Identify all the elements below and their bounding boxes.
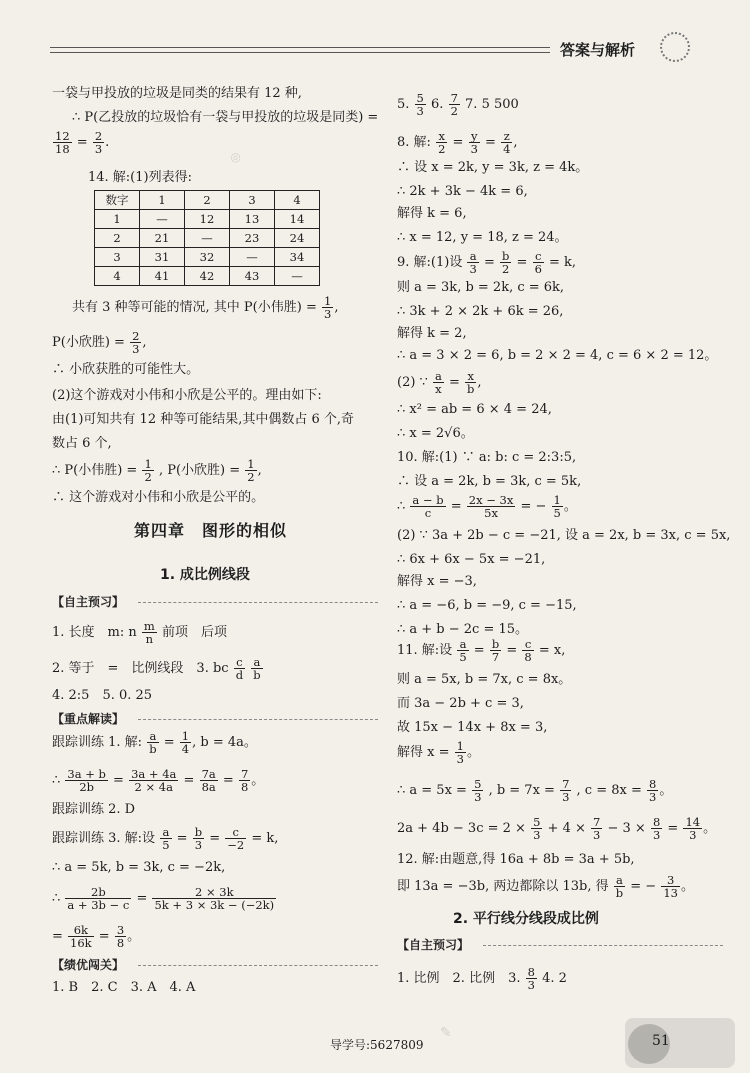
fraction: $\frac{3}{8}$ <box>116 923 125 950</box>
math-line: P(小欣胜) = $\frac{2}{3}$ , <box>52 329 147 356</box>
fraction: $\frac{7}{3}$ <box>593 815 601 842</box>
math-line: 2a + 4b − 3c = 2 × $\frac{5}{3}$ + 4 × $\frac{7}{3}$ − 3 × $\frac{8}{3}$ = $\frac{14}{3}$ 。 <box>397 815 717 842</box>
text-line: ∴ 设 x = 2k, y = 3k, z = 4k。 <box>397 160 589 175</box>
text-line: ∴ a = 5k, b = 3k, c = −2k, <box>52 860 226 875</box>
fraction: $\frac{7}{2}$ <box>450 91 458 118</box>
math-line: 9. 解:(1)设 $\frac{a}{3}$ = $\frac{b}{2}$ = $\frac{c}{6}$ = k, <box>397 249 577 276</box>
section-title: 1. 成比例线段 <box>160 567 250 583</box>
chapter-title: 第四章 图形的相似 <box>134 521 288 540</box>
text-line: (2) ∵ 3a + 2b − c = −21, 设 a = 2x, b = 3x, c = 5x, <box>397 528 731 543</box>
fraction: $\frac{z}{4}$ <box>503 129 511 156</box>
fraction: $\frac{b}{2}$ <box>502 249 510 276</box>
fraction: $\frac{b}{7}$ <box>491 637 500 664</box>
fraction: $\frac{3}{13}$ <box>663 873 678 900</box>
fraction: $\frac{a - b}{c}$ <box>412 493 444 520</box>
text-line: 故 15x − 14x + 8x = 3, <box>397 720 548 735</box>
text-line: 解得 k = 6, <box>397 206 467 221</box>
table-row: 数字 1 2 3 4 <box>95 191 320 210</box>
fraction: $\frac{14}{3}$ <box>685 815 701 842</box>
guide-code: 导学号:5627809 <box>330 1038 424 1052</box>
fraction: $\frac{3a + b}{2b}$ <box>67 767 106 794</box>
fraction: $\frac{8}{3}$ <box>649 777 657 804</box>
math-line: 8. 解: $\frac{x}{2}$ = $\frac{y}{3}$ = $\frac{z}{4}$ , <box>397 129 518 156</box>
header-badge-icon <box>660 32 690 62</box>
math-line: 11. 解:设 $\frac{a}{5}$ = $\frac{b}{7}$ = $\frac{c}{8}$ = x, <box>397 637 566 664</box>
text-line: ∴ a + b − 2c = 15。 <box>397 622 529 637</box>
text-line: 12. 解:由题意,得 16a + 8b = 3a + 5b, <box>397 852 635 867</box>
text-line: 而 3a − 2b + c = 3, <box>397 696 524 711</box>
math-line: 解得 x = $\frac{1}{3}$ 。 <box>397 739 480 766</box>
text-line: 跟踪训练 2. D <box>52 802 136 817</box>
fraction: $\frac{8}{3}$ <box>652 815 661 842</box>
math-line: ∴ $\frac{3a + b}{2b}$ = $\frac{3a + 4a}{2 \times 4a}$ = $\frac{7a}{8a}$ = $\frac{7}{8}$ 。 <box>52 767 265 794</box>
section-title: 2. 平行线分线段成比例 <box>453 911 599 927</box>
header-title: 答案与解析 <box>560 41 636 59</box>
math-line: ∴ P(小伟胜) = $\frac{1}{2}$ , P(小欣胜) = $\frac{1}{2}$ , <box>52 457 262 484</box>
text-line: ∴ 3k + 2 × 2k + 6k = 26, <box>397 304 564 319</box>
text-line: 1. B 2. C 3. A 4. A <box>52 980 196 995</box>
fraction: $\frac{1}{2}$ <box>247 457 255 484</box>
math-line: $\frac{12}{18}$ = $\frac{2}{3}$ . <box>55 129 110 156</box>
math-line: = $\frac{6k}{16k}$ = $\frac{3}{8}$ 。 <box>52 923 141 950</box>
text-line: ∴ a = 3 × 2 = 6, b = 2 × 2 = 4, c = 6 × 2 = 12。 <box>397 348 718 363</box>
watermark-icon: ✎ <box>440 1025 452 1041</box>
fraction: $\frac{a}{3}$ <box>469 249 477 276</box>
text-line: (2)这个游戏对小伟和小欣是公平的。理由如下: <box>52 388 322 403</box>
fraction: $\frac{x}{2}$ <box>438 129 446 156</box>
math-line: 2. 等于 = 比例线段 3. bc $\frac{c}{d}$ $\frac{a}{b}$ <box>52 655 261 682</box>
text-line: ∴ a = −6, b = −9, c = −15, <box>397 598 577 613</box>
math-line: 1. 长度 m: n $\frac{m}{n}$ 前项 后项 <box>52 619 227 646</box>
fraction: $\frac{2 \times 3k}{5k + 3 \times 3k - (-2k)}$ <box>154 885 275 912</box>
text-line: ∴ 设 a = 2k, b = 3k, c = 5k, <box>397 474 582 489</box>
fraction: $\frac{y}{3}$ <box>470 129 478 156</box>
fraction: $\frac{2x - 3x}{5x}$ <box>468 493 514 520</box>
text-line: 数占 6 个, <box>52 436 112 451</box>
dashed-rule <box>483 945 723 946</box>
fraction: $\frac{7a}{8a}$ <box>201 767 216 794</box>
fraction: $\frac{7}{8}$ <box>240 767 249 794</box>
fraction: $\frac{1}{3}$ <box>324 294 332 321</box>
fraction: $\frac{5}{3}$ <box>416 91 424 118</box>
fraction: $\frac{1}{5}$ <box>553 493 561 520</box>
fraction: $\frac{7}{3}$ <box>562 777 570 804</box>
probability-table <box>94 190 320 286</box>
text-line: ∴ 6x + 6x − 5x = −21, <box>397 552 546 567</box>
fraction: $\frac{2b}{a + 3b - c}$ <box>67 885 130 912</box>
box-label: 【重点解读】 <box>52 712 125 726</box>
table-row: 4 41 42 43 — <box>95 267 320 286</box>
fraction: $\frac{a}{5}$ <box>459 637 467 664</box>
math-line: 跟踪训练 1. 解: $\frac{a}{b}$ = $\frac{1}{4}$ , b = 4a。 <box>52 729 257 756</box>
fraction: $\frac{a}{b}$ <box>615 873 624 900</box>
table-row: 1 — 12 13 14 <box>95 210 320 229</box>
dashed-rule <box>138 602 378 603</box>
fraction: $\frac{1}{3}$ <box>456 739 464 766</box>
text-line: 10. 解:(1) ∵ a: b: c = 2:3:5, <box>397 450 577 465</box>
page-number: 51 <box>652 1033 670 1049</box>
math-line: 即 13a = −3b, 两边都除以 13b, 得 $\frac{a}{b}$ = − $\frac{3}{13}$ 。 <box>397 873 694 900</box>
fraction: $\frac{m}{n}$ <box>143 619 155 646</box>
fraction: $\frac{8}{3}$ <box>527 965 535 992</box>
text-line: 14. 解:(1)列表得: <box>88 170 192 185</box>
text-line: 4. 2:5 5. 0. 25 <box>52 688 153 703</box>
fraction: $\frac{a}{x}$ <box>434 369 442 396</box>
dashed-rule <box>138 965 378 966</box>
math-line: 1. 比例 2. 比例 3. $\frac{8}{3}$ 4. 2 <box>397 965 567 992</box>
fraction: $\frac{1}{2}$ <box>144 457 152 484</box>
fraction: $\frac{c}{-2}$ <box>227 825 245 852</box>
fraction: $\frac{1}{4}$ <box>181 729 190 756</box>
fraction: $\frac{c}{8}$ <box>524 637 532 664</box>
table-row: 2 21 — 23 24 <box>95 229 320 248</box>
text-line: 解得 x = −3, <box>397 574 477 589</box>
dashed-rule <box>138 719 378 720</box>
fraction: $\frac{a}{5}$ <box>162 825 170 852</box>
box-label: 【绩优闯关】 <box>52 958 125 972</box>
fraction: $\frac{a}{b}$ <box>149 729 157 756</box>
fraction: $\frac{b}{3}$ <box>194 825 203 852</box>
box-label: 【自主预习】 <box>397 938 470 952</box>
math-line: 共有 3 种等可能的情况, 其中 P(小伟胜) = $\frac{1}{3}$ , <box>72 294 339 321</box>
text-line: ∴ P(乙投放的垃圾恰有一袋与甲投放的垃圾是同类) = <box>72 110 379 125</box>
text-line: ∴ 2k + 3k − 4k = 6, <box>397 184 528 199</box>
fraction: $\frac{x}{b}$ <box>467 369 475 396</box>
text-line: 一袋与甲投放的垃圾是同类的结果有 12 种, <box>52 86 302 101</box>
math-line: ∴ $\frac{a - b}{c}$ = $\frac{2x - 3x}{5x}$ = − $\frac{1}{5}$ 。 <box>397 493 577 520</box>
text-line: 则 a = 5x, b = 7x, c = 8x。 <box>397 672 572 687</box>
fraction: $\frac{2}{3}$ <box>132 329 140 356</box>
fraction: $\frac{6k}{16k}$ <box>70 923 92 950</box>
math-line: (2) ∵ $\frac{a}{x}$ = $\frac{x}{b}$ , <box>397 369 482 396</box>
fraction: $\frac{12}{18}$ <box>55 129 70 156</box>
fraction: $\frac{a}{b}$ <box>253 655 261 682</box>
text-line: ∴ x = 12, y = 18, z = 24。 <box>397 230 568 245</box>
watermark-icon: ◎ <box>227 148 243 166</box>
math-line: ∴ a = 5x = $\frac{5}{3}$ , b = 7x = $\frac{7}{3}$ , c = 8x = $\frac{8}{3}$ 。 <box>397 777 673 804</box>
text-line: ∴ x = 2√6。 <box>397 426 474 441</box>
header-rule <box>50 47 550 53</box>
fraction: $\frac{5}{3}$ <box>533 815 541 842</box>
math-line: 跟踪训练 3. 解:设 $\frac{a}{5}$ = $\frac{b}{3}$ = $\frac{c}{-2}$ = k, <box>52 825 279 852</box>
text-line: ∴ 小欣获胜的可能性大。 <box>52 362 200 377</box>
table-row: 3 31 32 — 34 <box>95 248 320 267</box>
fraction: $\frac{2}{3}$ <box>94 129 103 156</box>
fraction: $\frac{c}{6}$ <box>534 249 542 276</box>
box-label: 【自主预习】 <box>52 595 125 609</box>
text-line: 解得 k = 2, <box>397 326 467 341</box>
text-line: 由(1)可知共有 12 种等可能结果,其中偶数占 6 个,奇 <box>52 412 355 427</box>
math-line: ∴ $\frac{2b}{a + 3b - c}$ = $\frac{2 \times 3k}{5k + 3 \times 3k - (-2k)}$ <box>52 885 275 912</box>
text-line: ∴ 这个游戏对小伟和小欣是公平的。 <box>52 490 265 505</box>
fraction: $\frac{3a + 4a}{2 \times 4a}$ <box>131 767 177 794</box>
fraction: $\frac{5}{3}$ <box>474 777 482 804</box>
text-line: ∴ x² = ab = 6 × 4 = 24, <box>397 402 552 417</box>
math-line: 5. $\frac{5}{3}$ 6. $\frac{7}{2}$ 7. 5 500 <box>397 91 519 118</box>
text-line: 则 a = 3k, b = 2k, c = 6k, <box>397 280 565 295</box>
fraction: $\frac{c}{d}$ <box>235 655 244 682</box>
